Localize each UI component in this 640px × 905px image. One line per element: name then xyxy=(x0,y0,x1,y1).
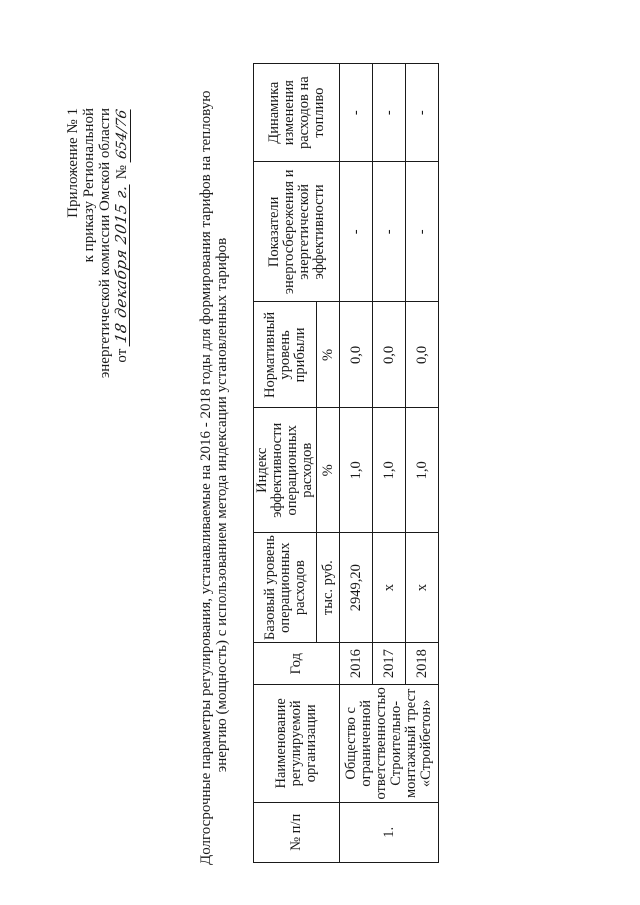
cell-year: 2018 xyxy=(406,643,439,685)
date-prefix: от xyxy=(114,348,130,363)
header-num: № п/п xyxy=(254,802,340,862)
cell-fuel: - xyxy=(340,64,373,162)
header-index: Индекс эффективности операционных расходов xyxy=(254,408,317,533)
cell-num: 1. xyxy=(340,802,439,862)
appendix-block xyxy=(65,108,131,378)
handwritten-date: 18 декабря 2015 г. xyxy=(112,183,130,345)
cell-base: x xyxy=(406,533,439,643)
appendix-line-2: к приказу Региональной xyxy=(81,108,97,263)
unit-profit: % xyxy=(317,302,340,408)
cell-index: 1,0 xyxy=(340,408,373,533)
table-row xyxy=(340,64,373,863)
header-org: Наименование регулируемой организации xyxy=(254,685,340,802)
cell-org: Общество с ограниченной ответственностью Строительно-монтажный трест «Стройбетон» xyxy=(340,685,439,802)
appendix-line-3: энергетической комиссии Омской области xyxy=(97,108,113,379)
header-profit: Нормативный уровень прибыли xyxy=(254,302,317,408)
cell-base: x xyxy=(373,533,406,643)
cell-fuel: - xyxy=(373,64,406,162)
header-base: Базовый уровень операционных расходов xyxy=(254,533,317,643)
title-line-1: Долгосрочные параметры регулирования, устанавливаемые на 2016 - 2018 годы для формирования тарифов на тепловую xyxy=(198,90,214,865)
handwritten-number: 654/76 xyxy=(114,107,131,163)
appendix-line-1: Приложение № 1 xyxy=(65,108,81,218)
cell-fuel: - xyxy=(406,64,439,162)
header-year: Год xyxy=(254,643,340,685)
cell-index: 1,0 xyxy=(373,408,406,533)
cell-year: 2017 xyxy=(373,643,406,685)
table-header-row xyxy=(254,64,317,863)
cell-index: 1,0 xyxy=(406,408,439,533)
cell-year: 2016 xyxy=(340,643,373,685)
title-line-2: энергию (мощность) с использованием метода индексации установленных тарифов xyxy=(214,237,230,773)
appendix-line-4 xyxy=(113,108,131,378)
number-prefix: № xyxy=(114,165,130,180)
cell-profit: 0,0 xyxy=(340,302,373,408)
parameters-table xyxy=(253,63,439,863)
cell-base: 2949,20 xyxy=(340,533,373,643)
header-energy: Показатели энергосбережения и энергетической эффективности xyxy=(254,162,340,302)
document-title xyxy=(198,90,230,865)
cell-profit: 0,0 xyxy=(373,302,406,408)
cell-energy: - xyxy=(373,162,406,302)
unit-base: тыс. руб. xyxy=(317,533,340,643)
cell-energy: - xyxy=(340,162,373,302)
header-fuel: Динамика изменения расходов на топливо xyxy=(254,64,340,162)
cell-profit: 0,0 xyxy=(406,302,439,408)
unit-index: % xyxy=(317,408,340,533)
cell-energy: - xyxy=(406,162,439,302)
